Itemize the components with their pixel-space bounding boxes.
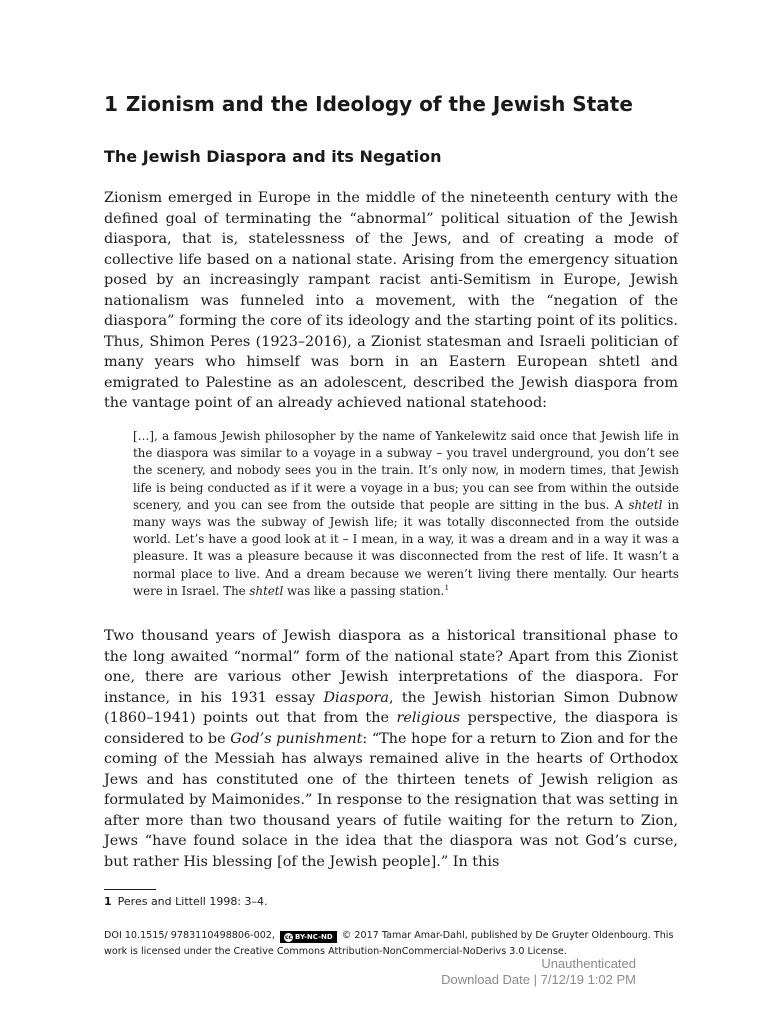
paragraph-2-text-1: Two thousand years of Jewish diaspora as a historical transitional phase to the long awaited “normal” form of the national state? Apart from this Zionist one, there are various other Jewish interpretations of the diaspora. For instance, in his 1931 essay xyxy=(104,628,678,706)
footnote-reference[interactable]: 1 xyxy=(444,582,450,592)
quote-emphasis-2: shtetl xyxy=(249,583,284,598)
chapter-title-text: Zionism and the Ideology of the Jewish State xyxy=(125,92,633,116)
block-quote xyxy=(133,428,679,600)
paragraph-2-text-2: , the Jewish historian Simon Dubnow (1860–1941) points out that from the xyxy=(104,689,678,726)
cc-logo-icon: cc xyxy=(284,934,293,941)
footnote-divider xyxy=(104,889,156,890)
license-text: This work is licensed under the Creative Commons Attribution-NonCommercial-NoDerivs 3.0 License. xyxy=(104,930,674,957)
paragraph-1: Zionism emerged in Europe in the middle of the nineteenth century with the defined goal of terminating the “abnormal” political situation of the Jewish diaspora, that is, statelessness of the Jews, and of creating a mode of collective life based on a national state. Arising from the emergency situation posed by an increasingly rampant racist anti-Semitism in Europe, Jewish nationalism was funneled into a movement, with the “negation of the diaspora” forming the core of its ideology and the starting point of its politics. Thus, Shimon Peres (1923–2016), a Zionist statesman and Israeli politician of many years who himself was born in an Eastern European shtetl and emigrated to Palestine as an adolescent, described the Jewish diaspora from the vantage point of an already achieved national statehood: xyxy=(104,190,678,411)
quote-emphasis-1: shtetl xyxy=(628,497,663,512)
paragraph-2-emphasis-2: religious xyxy=(396,710,461,726)
quote-text-3: was like a passing station. xyxy=(283,583,445,598)
footnote xyxy=(104,894,664,910)
paragraph-2-emphasis-3: God’s punishment xyxy=(230,730,363,747)
quote-text-2: in many ways was the subway of Jewish life; it was totally disconnected from the outside world. Let’s have a good look at it – I mean, in a way, it was a dream and in a way it was a pleasure. It was a pleasure because it was disconnected from the rest of life. It wasn’t a normal place to live. And a dream because we weren’t living there mentally. Our hearts were in Israel. The xyxy=(133,497,679,598)
section-title: The Jewish Diaspora and its Negation xyxy=(104,147,442,166)
doi-link[interactable]: DOI 10.1515/ 9783110498806-002, xyxy=(104,930,275,941)
paragraph-2-text-4: : “The hope for a return to Zion and for the coming of the Messiah has always remained alive in the hearts of Orthodox Jews and has constituted one of the thirteen tenets of Jewish religion as formulated by Maimonides.” In response to the resignation that was setting in after more than two thousand years of futile waiting for the return to Zion, Jews “have found solace in the idea that the diaspora was not God’s curse, but rather His blessing [of the Jewish people].” In this xyxy=(104,730,679,870)
paragraph-2-emphasis-1: Diaspora xyxy=(323,689,389,706)
footnote-text: Peres and Littell 1998: 3–4. xyxy=(117,895,268,908)
watermark-unauthenticated: Unauthenticated xyxy=(541,956,636,971)
cc-license-badge[interactable] xyxy=(280,931,337,943)
footnote-number: 1 xyxy=(104,895,112,908)
watermark-download-date: Download Date | 7/12/19 1:02 PM xyxy=(441,972,636,987)
quote-text-1: […], a famous Jewish philosopher by the name of Yankelewitz said once that Jewish life in the diaspora was similar to a voyage in a subway – you travel underground, you don’t see the scenery, and nobody sees you in the train. It’s only now, in modern times, that Jewish life is being conducted as if it were a voyage in a bus; you can see from within the outside scenery, and you can see from the outside that people are sitting in the bus. A xyxy=(133,429,679,512)
chapter-title xyxy=(104,88,704,120)
paragraph-2 xyxy=(104,626,678,872)
chapter-number: 1 xyxy=(104,92,118,116)
paragraph-2-text-3: perspective, the diaspora is considered to be xyxy=(104,710,678,747)
cc-badge-text: BY-NC-ND xyxy=(295,933,333,941)
copyright-text: © 2017 Tamar Amar-Dahl, published by De Gruyter Oldenbourg. xyxy=(341,930,651,941)
